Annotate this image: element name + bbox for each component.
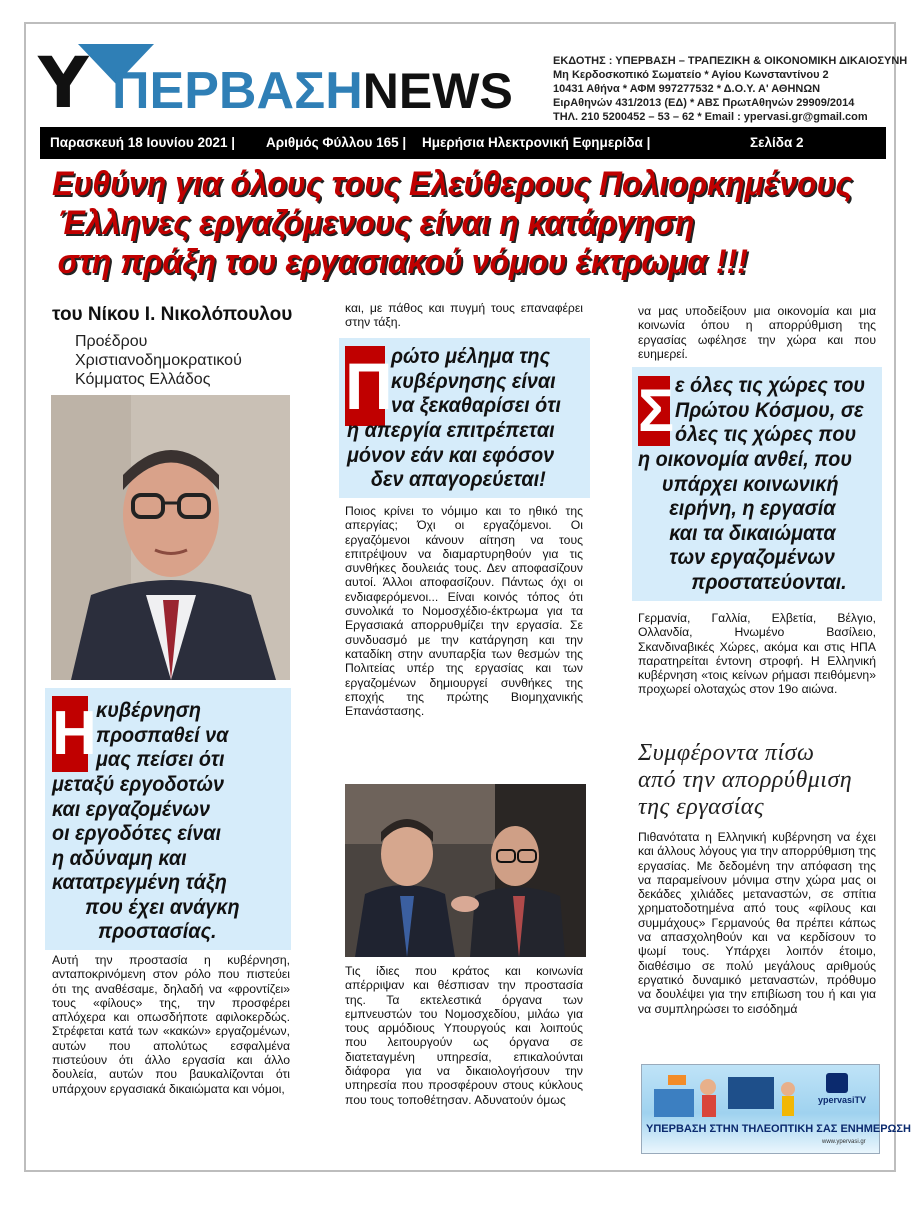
headline-line: στη πράξη του εργασιακού νόμου έκτρωμα !!! — [57, 243, 748, 281]
author-role — [75, 332, 242, 389]
ypervasi-tv-banner[interactable] — [641, 1064, 911, 1154]
television-icon — [826, 1073, 848, 1093]
pull-quote-1 — [96, 698, 228, 772]
col2-top: και, με πάθος και πυγμή τους επαναφέρει στην τάξη. — [345, 301, 583, 330]
pull-quote-line: προσπαθεί να — [96, 722, 229, 747]
banner-tv-label: ypervasiTV — [818, 1095, 867, 1105]
main-headline — [52, 165, 853, 282]
pull-quote-2 — [391, 344, 561, 418]
pull-quote-line: κυβέρνηση — [96, 698, 201, 722]
pull-quote-line: και εργαζομένων — [52, 796, 210, 821]
author-role-line: Προέδρου — [75, 333, 148, 350]
ministers-photo-graphic — [345, 784, 586, 957]
col2-body-2: Τις ίδιες που κράτος και κοινωνία απέρριψαν και θέσπισαν την προστασία της. Τα εκτελεστικά όργανα των εμπνευστών του Νομοσχεδίου, μιλάω για τους αρμόδιους Υπουργούς και λοιπούς που λειτουργούν ως όργανα σε διατεταγμένη υπηρεσία, επικαλούνται διάφορα για να δικαιολογήσουν την υπηρεσία που προσφέρουν στους κύκλους που τους τοποθέτησαν. Αδυνατούν όμως — [345, 964, 583, 1107]
col3-body-2: Πιθανότατα η Ελληνική κυβέρνηση να έχει και άλλους λόγους για την απορρύθμιση της εργασίας. Με δεδομένη την απόφαση της να παραμείνουν μόνιμα στην χώρα μας οι δεκάδες χιλιάδες μεταναστών, σε σπίτια χρηματοδοτημένα από τους «φίλους και συμμάχους» Γερμανούς θα πρέπει κάπως να απασχοληθούν και να κερδίσουν το ψωμί τους. Υπάρχει λοιπόν έτοιμο, διαθέσιμο σε πολύ μεγάλους αριθμούς εργατικό δυναμικό μεταναστών, πρόθυμο να δουλέψει για την επιβίωση του ή και για να συμπληρώσει το εισόδημά — [638, 830, 876, 1016]
pull-quote-line: προστασίας. — [98, 919, 217, 943]
pull-quote-dropcap-3: Σ — [638, 377, 675, 444]
banner-illustration — [648, 1069, 818, 1125]
pull-quote-line: ε όλες τις χώρες του — [675, 373, 866, 397]
pull-quote-dropcap-1: Η — [52, 696, 88, 772]
issue-number: Αριθμός Φύλλου 165 | — [266, 135, 407, 150]
pull-quote-line: ειρήνη, η εργασία — [669, 496, 836, 520]
publisher-line: ΕιρΑθηνών 431/2013 (ΕΔ) * ΑΒΣ ΠρωτΑθηνών 29909/2014 — [553, 97, 855, 109]
pull-quote-line: η απεργία επιτρέπεται — [347, 418, 555, 442]
pull-quote-3-cont — [638, 447, 852, 594]
pull-quote-line: Πρώτου Κόσμου, σε — [675, 397, 864, 422]
pull-quote-line: μεταξύ εργοδοτών — [52, 772, 225, 796]
pull-quote-line: κυβέρνησης είναι — [391, 368, 556, 393]
pull-quote-line: η αδύναμη και — [52, 845, 187, 870]
author-role-line: Χριστιανοδημοκρατικού — [75, 352, 242, 369]
logo-text-main: ΠΕΡΒΑΣΗ — [112, 62, 363, 120]
subheading-line: Συμφέροντα πίσω — [638, 740, 815, 766]
col3-body-1: Γερμανία, Γαλλία, Ελβετία, Βέλγιο, Ολλανδία, Ηνωμένο Βασίλειο, Σκανδιναβικές Χώρες, ακόμα και στις ΗΠΑ παρατηρείται έντονη στροφή. Η Ελληνική κυβέρνηση «τοις κείνων ρήμασι πειθόμενη» προχωρεί ολοταχώς στον 19ο αιώνα. — [638, 611, 876, 697]
subheading — [638, 740, 852, 821]
pull-quote-line: προστατεύονται. — [691, 569, 847, 594]
masthead-logo — [38, 42, 513, 124]
publisher-line: ΕΚΔΟΤΗΣ : ΥΠΕΡΒΑΣΗ – ΤΡΑΠΕΖΙΚΗ & ΟΙΚΟΝΟΜΙΚΗ ΔΙΚΑΙΟΣΥΝΗ — [553, 55, 908, 67]
logo-y: Υ — [38, 42, 89, 124]
pull-quote-line: κατατρεγμένη τάξη — [52, 870, 227, 894]
issue-type: Ημερήσια Ηλεκτρονική Εφημερίδα | — [422, 135, 651, 150]
pull-quote-line: μόνον εάν και εφόσον — [347, 442, 555, 467]
pull-quote-line: δεν απαγορεύεται! — [370, 467, 546, 491]
banner-text: ΥΠΕΡΒΑΣΗ ΣΤΗΝ ΤΗΛΕΟΠΤΙΚΗ ΣΑΣ ΕΝΗΜΕΡΩΣΗ — [646, 1123, 911, 1135]
pull-quote-line: όλες τις χώρες που — [675, 422, 857, 446]
author-name: του Νίκου Ι. Νικολόπουλου — [52, 304, 293, 325]
publisher-line: Μη Κερδοσκοπικό Σωματείο * Αγίου Κωνσταντίνου 2 — [553, 69, 829, 81]
publisher-line: 10431 Αθήνα * ΑΦΜ 997277532 * Δ.Ο.Υ. Α' ΑΘΗΝΩΝ — [553, 83, 821, 95]
author-role-line: Κόμματος Ελλάδος — [75, 371, 211, 388]
pull-quote-2-cont — [347, 418, 555, 492]
pull-quote-dropcap-2: Π — [345, 346, 385, 426]
issue-date: Παρασκευή 18 Ιουνίου 2021 | — [50, 135, 236, 150]
pull-quote-line: μας πείσει ότι — [96, 747, 225, 771]
pull-quote-1-cont — [52, 772, 240, 944]
author-photo-graphic — [51, 395, 290, 680]
page-number: Σελίδα 2 — [750, 135, 804, 150]
author-photo — [51, 395, 290, 680]
pull-quote-line: και τα δικαιώματα — [669, 520, 836, 545]
subheading-line: από την απορρύθμιση — [638, 767, 853, 793]
col1-body: Αυτή την προστασία η κυβέρνηση, ανταποκρινόμενη στον ρόλο που πιστεύει ότι της αναθέσαμε, δηλαδή να «φροντίζει» τους «φίλους» της, την προσφέρει απλόχερα και οπωσδήποτε αφιλοκερδώς. Στρέφεται κατά των «κακών» εργαζομένων, αυτών που απολύτως εσφαλμένα πιστεύουν ότι άλλο εργασία και άλλο δουλεία, αυτών που βαυκαλίζονται ότι υπάρχουν εργασιακά δικαιώματα και νόμοι, — [52, 953, 290, 1096]
ministers-photo — [345, 784, 586, 957]
pull-quote-3 — [675, 373, 865, 447]
pull-quote-line: που έχει ανάγκη — [85, 894, 240, 919]
pull-quote-line: υπάρχει κοινωνική — [661, 471, 839, 496]
pull-quote-line: να ξεκαθαρίσει ότι — [391, 393, 561, 417]
col2-body-1: Ποιος κρίνει το νόμιμο και το ηθικό της απεργίας; Όχι οι εργαζόμενοι. Οι εργαζόμενοι κάνουν αίτηση να τους επιτρέψουν να διαμαρτυρηθούν για τις συνθήκες δουλειάς τους. Δεν αποφασίζουν αυτοί. Άλλοι αποφασίζουν. Πάντως όχι οι ενδιαφερόμενοι... Είναι κοινός τόπος ότι συνολικά το Νομοσχέδιο-έκτρωμα για τα Εργασιακά απορρυθμίζει την εργασία. Σε συνδυασμό με την κατάργηση και την καταδίκη στην ανυπαρξία των θεσμών της Πολιτείας υπέρ της εργασίας και των εργαζομένων δημιουργεί συνθήκες της εποχής της πρώτης Βιομηχανικής Επανάστασης. — [345, 504, 583, 719]
issue-info-bar — [40, 127, 886, 159]
pull-quote-line: η οικονομία ανθεί, που — [638, 447, 853, 471]
publisher-line: ΤΗΛ. 210 5200452 – 53 – 62 * Email : ypervasi.gr@gmail.com — [553, 111, 868, 123]
banner-url: www.ypervasi.gr — [822, 1139, 866, 1145]
subheading-line: της εργασίας — [638, 794, 765, 820]
headline-line: Έλληνες εργαζόμενους είναι η κατάργηση — [57, 204, 695, 242]
pull-quote-line: των εργαζομένων — [669, 545, 835, 569]
logo-text-news: NEWS — [362, 63, 513, 119]
pull-quote-line: ρώτο μέλημα της — [391, 344, 551, 368]
pull-quote-line: οι εργοδότες είναι — [52, 821, 222, 845]
publisher-info — [553, 54, 908, 124]
col3-top: να μας υποδείξουν μια οικονομία και μια κοινωνία όπου η απορρύθμιση της εργασίας ωφέλησε την χώρα και που ευημερεί. — [638, 304, 876, 361]
logo-text — [112, 61, 513, 121]
headline-line: Ευθύνη για όλους τους Ελεύθερους Πολιορκημένους — [52, 165, 853, 203]
